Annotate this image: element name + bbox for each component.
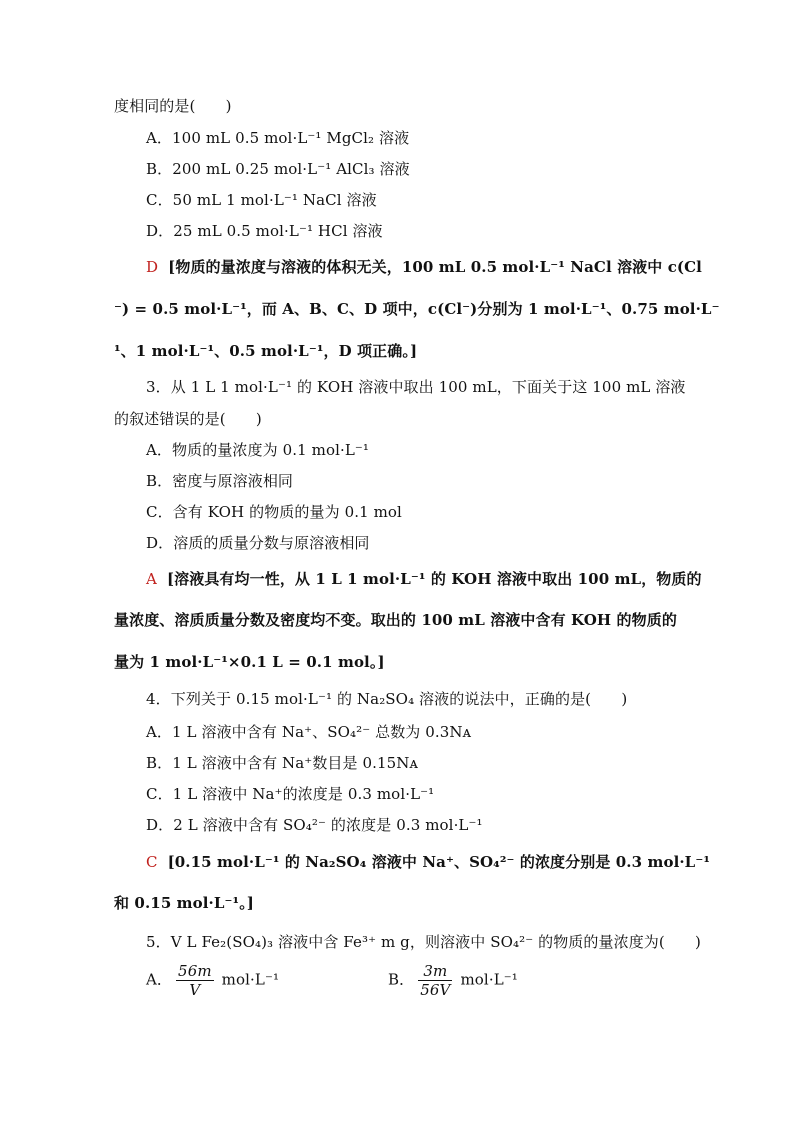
q2-explanation-text: [物质的量浓度与溶液的体积无关，100 mL 0.5 mol·L⁻¹ NaCl 溶液中 c(Cl bbox=[168, 258, 702, 276]
q5-option-a-unit: mol·L⁻¹ bbox=[221, 970, 280, 989]
q4-explanation-text: [0.15 mol·L⁻¹ 的 Na₂SO₄ 溶液中 Na⁺、SO₄²⁻ 的浓度分别是 0.3 mol·L⁻¹ bbox=[167, 853, 711, 871]
q3-explanation-line1 bbox=[146, 569, 702, 589]
q5-option-b-fraction bbox=[418, 962, 452, 999]
q2-explanation-line2: ⁻) = 0.5 mol·L⁻¹，而 A、B、C、D 项中，c(Cl⁻)分别为 1 mol·L⁻¹、0.75 mol·L⁻ bbox=[114, 300, 720, 318]
q4-option-b: B．1 L 溶液中含有 Na⁺数目是 0.15Nᴀ bbox=[146, 754, 419, 772]
q3-option-c: C．含有 KOH 的物质的量为 0.1 mol bbox=[146, 503, 402, 521]
q4-option-d: D．2 L 溶液中含有 SO₄²⁻ 的浓度是 0.3 mol·L⁻¹ bbox=[146, 816, 483, 834]
q4-option-c: C．1 L 溶液中 Na⁺的浓度是 0.3 mol·L⁻¹ bbox=[146, 785, 435, 803]
q4-answer: C bbox=[146, 853, 158, 871]
q5-option-b-label: B． bbox=[388, 970, 415, 989]
q4-option-a: A．1 L 溶液中含有 Na⁺、SO₄²⁻ 总数为 0.3Nᴀ bbox=[146, 723, 472, 741]
q4-stem: 4．下列关于 0.15 mol·L⁻¹ 的 Na₂SO₄ 溶液的说法中，正确的是( ) bbox=[146, 690, 628, 708]
q2-answer: D bbox=[146, 258, 159, 276]
fraction-denominator: 56V bbox=[420, 981, 451, 999]
q3-explanation-text: [溶液具有均一性，从 1 L 1 mol·L⁻¹ 的 KOH 溶液中取出 100 mL，物质的 bbox=[166, 570, 702, 588]
q5-option-a bbox=[146, 962, 279, 999]
fraction-numerator: 3m bbox=[418, 962, 452, 981]
fraction-numerator: 56m bbox=[178, 962, 212, 980]
q3-option-b: B．密度与原溶液相同 bbox=[146, 472, 294, 490]
q2-stem-continuation: 度相同的是( ) bbox=[114, 97, 232, 115]
q5-option-a-fraction bbox=[176, 962, 214, 999]
q2-option-b: B．200 mL 0.25 mol·L⁻¹ AlCl₃ 溶液 bbox=[146, 160, 410, 178]
q2-explanation-line3: ¹、1 mol·L⁻¹、0.5 mol·L⁻¹，D 项正确。] bbox=[114, 342, 418, 360]
q4-explanation-line1 bbox=[146, 852, 710, 872]
q5-option-a-label: A． bbox=[146, 970, 173, 989]
q5-option-b-unit: mol·L⁻¹ bbox=[460, 970, 518, 989]
q2-option-d: D．25 mL 0.5 mol·L⁻¹ HCl 溶液 bbox=[146, 222, 383, 240]
q3-stem: 3．从 1 L 1 mol·L⁻¹ 的 KOH 溶液中取出 100 mL，下面关于这 100 mL 溶液 bbox=[146, 378, 686, 396]
q3-option-a: A．物质的量浓度为 0.1 mol·L⁻¹ bbox=[146, 441, 370, 459]
q3-explanation-line3: 量为 1 mol·L⁻¹×0.1 L = 0.1 mol。] bbox=[114, 653, 385, 671]
q3-explanation-line2: 量浓度、溶质质量分数及密度均不变。取出的 100 mL 溶液中含有 KOH 的物质的 bbox=[114, 611, 677, 629]
q2-explanation-line1 bbox=[146, 257, 702, 277]
q4-explanation-line2: 和 0.15 mol·L⁻¹。] bbox=[114, 894, 255, 912]
q3-option-d: D．溶质的质量分数与原溶液相同 bbox=[146, 534, 370, 552]
q5-option-b bbox=[388, 962, 518, 999]
q2-option-c: C．50 mL 1 mol·L⁻¹ NaCl 溶液 bbox=[146, 191, 377, 209]
q3-answer: A bbox=[146, 570, 157, 588]
fraction-denominator: V bbox=[189, 981, 201, 999]
q2-option-a: A．100 mL 0.5 mol·L⁻¹ MgCl₂ 溶液 bbox=[146, 129, 410, 147]
q5-stem: 5．V L Fe₂(SO₄)₃ 溶液中含 Fe³⁺ m g，则溶液中 SO₄²⁻ 的物质的量浓度为( ) bbox=[146, 933, 702, 951]
q3-stem-continuation: 的叙述错误的是( ) bbox=[114, 410, 262, 428]
